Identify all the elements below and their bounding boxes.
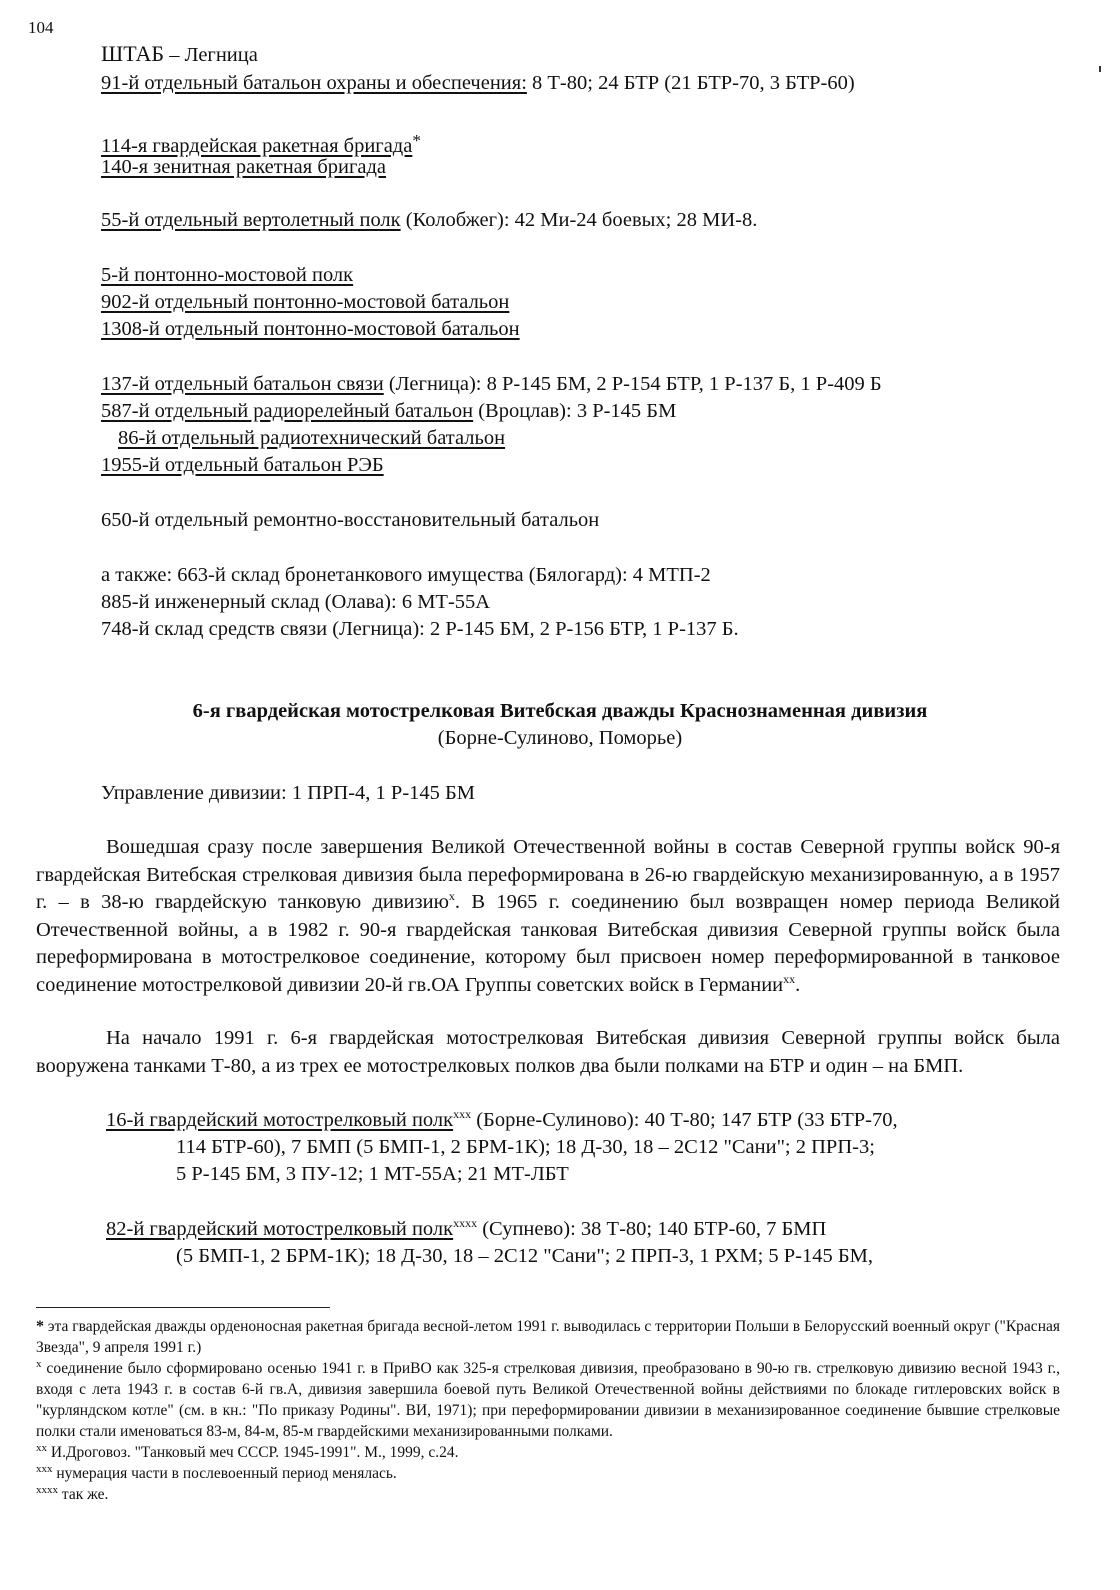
signals-bn1955-line <box>101 452 384 479</box>
footnote-x-mark: x <box>36 1357 42 1370</box>
footnote-ref-xx: xx <box>783 971 796 986</box>
hq-battalion-line <box>101 70 855 97</box>
bridge-bn1308: 1308-й отдельный понтонно-мостовой батальон <box>101 318 520 340</box>
signals-bn137-equipment: (Легница): 8 Р-145 БМ, 2 Р-154 БТР, 1 Р-137 Б, 1 Р-409 Б <box>383 373 882 395</box>
signals-bn86: 86-й отдельный радиотехнический батальон <box>118 427 506 449</box>
aa-brigade: 140-я зенитная ракетная бригада <box>101 156 387 178</box>
paragraph-history-c: . <box>795 973 801 996</box>
aa-brigade-line <box>101 154 386 181</box>
paragraph-1991: На начало 1991 г. 6-я гвардейская мотострелковая Витебская дивизия Северной группы войск была вооружена танками Т-80, а из трех ее мотострелковых полков два были полками на БТР и один – на БМП. <box>36 1027 1060 1077</box>
footnote-xxx-mark: xxx <box>36 1462 53 1475</box>
regiment-16-line2: 114 БТР-60), 7 БМП (5 БМП-1, 2 БРМ-1К); 18 Д-30, 18 – 2С12 "Сани"; 2 ПРП-3; <box>176 1136 875 1158</box>
heli-regiment-equipment: (Колобжег): 42 Ми-24 боевых; 28 МИ-8. <box>400 209 758 231</box>
footnote-xx <box>36 1442 1060 1463</box>
bridge-bn902-line <box>101 289 509 316</box>
footnote-ref-xxx: xxx <box>453 1107 472 1122</box>
footnote-star-text: эта гвардейская дважды орденоносная ракетная бригада весной-летом 1991 г. выводилась с территории Польши в Белорусский военный округ ("Красная Звезда", 9 апреля 1991 г.) <box>36 1318 1060 1356</box>
bridge-bn902: 902-й отдельный понтонно-мостовой батальон <box>101 291 510 313</box>
bridge-regiment-line <box>101 262 353 289</box>
footnote-mark-star: * <box>412 131 421 150</box>
paragraph-history-a: Вошедшая сразу после завершения Великой Отечественной войны в состав Северной группы войск 90-я гвардейская Витебская стрелковая дивизия была переформирована в 26-ю гвардейскую механизированную, а в 1957 г. – в 38-ю гвардейскую танковую дивизию <box>36 836 1060 913</box>
regiment-82-link: 82-й гвардейский мотострелковый полк <box>106 1218 454 1240</box>
hq-location: – Легница <box>164 44 258 66</box>
footnote-ref-xxxx: xxxx <box>453 1216 478 1231</box>
heli-regiment-line <box>101 207 757 234</box>
footnote-star-mark: * <box>36 1318 44 1335</box>
signals-bn137-line <box>101 371 882 398</box>
repair-battalion: 650-й отдельный ремонтно-восстановительный батальон <box>101 509 600 531</box>
signals-bn587-link: 587-й отдельный радиорелейный батальон <box>101 400 474 422</box>
footnote-x-text: соединение было сформировано осенью 1941 г. в ПриВО как 325-я стрелковая дивизия, преобразовано в 90-ю гв. стрелковую дивизию весной 1943 г., входя с лета 1943 г. в состав 6-й гв.А, дивизия завершила боевой путь Великой Отечественной войны действиями по блокаде гитлеровских войск в "курляндском котле" (см. в кн.: "По приказу Родины". ВИ, 1971); при переформировании дивизии в механизированное соединение бывшие стрелковые полки стали именоваться 83-м, 84-м, 85-м гвардейскими механизированными полками. <box>36 1360 1060 1440</box>
regiment-16-line1 <box>106 1107 1046 1134</box>
regiment-82-line1 <box>106 1216 1046 1243</box>
footnote-xxxx-mark: xxxx <box>36 1483 58 1496</box>
signals-bn1955: 1955-й отдельный батальон РЭБ <box>101 454 384 476</box>
footnote-xxx-text: нумерация части в послевоенный период менялась. <box>52 1465 397 1482</box>
footnote-xxx <box>36 1463 1060 1484</box>
signals-bn86-line <box>118 425 505 452</box>
paragraph-history <box>36 834 1060 999</box>
footnote-xx-mark: xx <box>36 1441 47 1454</box>
footnote-star <box>36 1316 1060 1358</box>
regiment-16-line3: 5 Р-145 БМ, 3 ПУ-12; 1 МТ-55А; 21 МТ-ЛБТ <box>176 1163 569 1185</box>
regiment-16-equipment: (Борне-Сулиново): 40 Т-80; 147 БТР (33 БТР-70, <box>471 1109 898 1131</box>
footnote-xxxx <box>36 1484 1060 1505</box>
division-title: 6-я гвардейская мотострелковая Витебская дважды Краснознаменная дивизия <box>192 700 928 722</box>
signals-bn137-link: 137-й отдельный батальон связи <box>101 373 384 395</box>
regiment-82-equipment: (Супнево): 38 Т-80; 140 БТР-60, 7 БМП <box>477 1218 827 1240</box>
depot-748: 748-й склад средств связи (Легница): 2 Р-145 БМ, 2 Р-156 БТР, 1 Р-137 Б. <box>101 618 739 640</box>
paragraph-history-b: . В 1965 г. соединению был возвращен номер периода Великой Отечественной войны, а в 1982 г. 90-я гвардейская танковая Витебская дивизия Северной группы войск была переформирована в мотострелковое соединение, которому был присвоен номер переформированной в танковое соединение мотострелковой дивизии 20-й гв.ОА Группы советских войск в Германии <box>36 891 1060 996</box>
hq-title: ШТАБ <box>101 41 165 66</box>
footnotes <box>36 1316 1060 1505</box>
heli-regiment-link: 55-й отдельный вертолетный полк <box>101 209 401 231</box>
footnote-divider <box>36 1307 330 1308</box>
regiment-82-line2: (5 БМП-1, 2 БРМ-1К); 18 Д-30, 18 – 2С12 "Сани"; 2 ПРП-3, 1 РХМ; 5 Р-145 БМ, <box>176 1245 873 1267</box>
signals-bn587-equipment: (Вроцлав): 3 Р-145 БМ <box>473 400 677 422</box>
division-command: Управление дивизии: 1 ПРП-4, 1 Р-145 БМ <box>101 782 476 804</box>
footnote-x <box>36 1358 1060 1442</box>
signals-bn587-line <box>101 398 676 425</box>
division-location: (Борне-Сулиново, Поморье) <box>437 727 683 749</box>
depot-663: а также: 663-й склад бронетанкового имущества (Бялогард): 4 МТП-2 <box>101 564 711 586</box>
footnote-ref-x: x <box>448 889 455 904</box>
depot-885: 885-й инженерный склад (Олава): 6 МТ-55А <box>101 591 491 613</box>
hq-line <box>101 40 258 69</box>
scan-artifact <box>1099 66 1101 72</box>
footnote-xxxx-text: так же. <box>58 1486 109 1503</box>
bridge-bn1308-line <box>101 316 520 343</box>
hq-battalion-link: 91-й отдельный батальон охраны и обеспечения: <box>101 72 527 94</box>
bridge-regiment: 5-й понтонно-мостовой полк <box>101 264 354 286</box>
missile-brigade: 114-я гвардейская ракетная бригада <box>101 135 413 157</box>
regiment-16-link: 16-й гвардейский мотострелковый полк <box>106 1109 454 1131</box>
page-number: 104 <box>28 18 54 37</box>
hq-battalion-equipment: 8 Т-80; 24 БТР (21 БТР-70, 3 БТР-60) <box>526 72 855 94</box>
footnote-xx-text: И.Дроговоз. "Танковый меч СССР. 1945-1991". М., 1999, с.24. <box>47 1444 459 1461</box>
